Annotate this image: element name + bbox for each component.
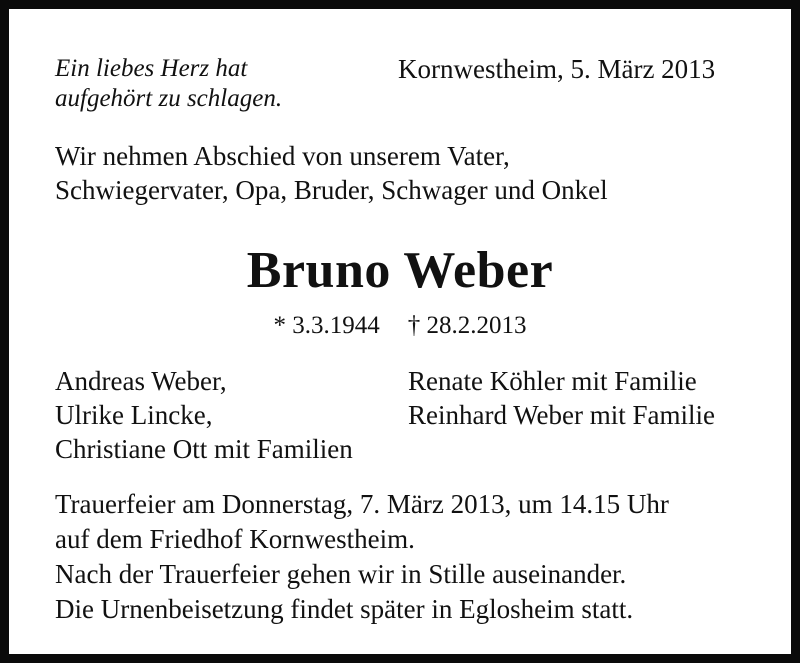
intro-line: Wir nehmen Abschied von unserem Vater,	[55, 141, 510, 171]
funeral-info	[55, 487, 669, 627]
place-date: Kornwestheim, 5. März 2013	[398, 54, 716, 84]
motto-line: Ein liebes Herz hat	[55, 55, 248, 82]
funeral-line: Die Urnenbeisetzung findet später in Eglosheim statt.	[55, 594, 634, 624]
deceased-name: Bruno Weber	[246, 242, 554, 299]
mourner: Ulrike Lincke,	[55, 400, 213, 430]
mourners-left	[55, 364, 353, 466]
mourner: Renate Köhler mit Familie	[408, 366, 697, 396]
motto	[55, 54, 282, 114]
birth-date: * 3.3.1944	[273, 312, 380, 339]
funeral-line: Nach der Trauerfeier gehen wir in Stille auseinander.	[55, 559, 627, 589]
intro-text	[55, 139, 608, 207]
life-dates	[9, 311, 791, 341]
mourner: Reinhard Weber mit Familie	[408, 400, 716, 430]
mourner: Christiane Ott mit Familien	[55, 434, 353, 464]
intro-line: Schwiegervater, Opa, Bruder, Schwager und Onkel	[55, 175, 608, 205]
death-date: † 28.2.2013	[407, 312, 527, 339]
funeral-line: auf dem Friedhof Kornwestheim.	[55, 524, 415, 554]
motto-line: aufgehört zu schlagen.	[55, 85, 283, 112]
mourners-right	[408, 364, 715, 432]
funeral-line: Trauerfeier am Donnerstag, 7. März 2013, um 14.15 Uhr	[55, 489, 669, 519]
mourner: Andreas Weber,	[55, 366, 227, 396]
